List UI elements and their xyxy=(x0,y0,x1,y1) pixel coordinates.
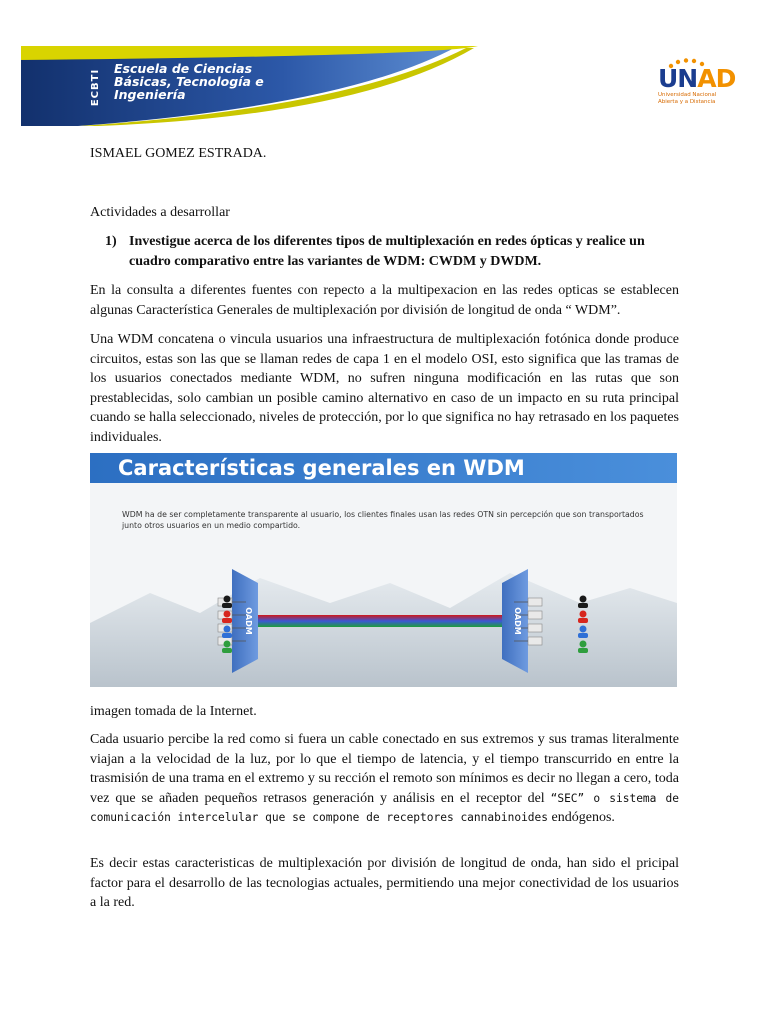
fiber-beam xyxy=(248,615,518,627)
paragraph-3-mono: “SEC” o sistema de comunicación intercelular que se compone de receptores cannabinoides xyxy=(90,791,679,824)
school-name xyxy=(114,62,264,101)
school-line-2: Básicas, Tecnología e xyxy=(114,74,264,89)
wdm-slide-image xyxy=(90,453,677,687)
school-line-1: Escuela de Ciencias xyxy=(114,61,253,76)
unad-wordmark-un: UN xyxy=(658,64,698,93)
slide-graphic xyxy=(90,453,677,687)
unad-subtitle xyxy=(658,92,716,105)
paragraph-2: Una WDM concatena o vincula usuarios una infraestructura de multiplexación fotónica donde produce circuitos, estas son las que se llaman redes de capa 1 en el modelo OSI, esto significa que las tramas de los usuarios conectados mediante WDM, no sufren ninguna modificación en las rutas que son prestablecidas, solo cambian un posible camino alternativo en caso de un impacto en su ruta principal cuando se halla seleccionado, niveles de protección, por lo que significa no hay retrasado en los paquetes individuales. xyxy=(90,332,679,445)
ecbti-text: ECBTI xyxy=(90,68,102,106)
paragraph-3 xyxy=(90,730,679,828)
question-1 xyxy=(105,232,677,271)
school-line-3: Ingeniería xyxy=(114,87,186,102)
slide-mountains xyxy=(90,573,677,687)
slide-description: WDM ha de ser completamente transparente al usuario, los clientes finales usan las redes OTN sin percepción que son transportados junto otros usuarios en un medio compartido. xyxy=(122,510,644,530)
paragraph-1: En la consulta a diferentes fuentes con repecto a la multipexacion en las redes opticas se establecen algunas Característica Generales de multiplexación por división de longitud de onda “ WDM”. xyxy=(90,283,679,318)
header-banner xyxy=(18,46,738,126)
unad-subtitle-1: Universidad Nacional xyxy=(658,92,717,98)
unad-wordmark xyxy=(658,64,735,93)
author-name: ISMAEL GOMEZ ESTRADA. xyxy=(90,146,267,161)
right-oadm-label: OADM xyxy=(513,607,522,635)
paragraph-4: Es decir estas caracteristicas de multiplexación por división de longitud de onda, han sido el pricipal factor para el desarrollo de las tecnologias actuales, permitiendo una mejor conectividad de los usuarios a la red. xyxy=(90,856,679,910)
unad-subtitle-2: Abierta y a Distancia xyxy=(658,98,716,105)
unad-logo xyxy=(638,58,738,114)
question-number: 1) xyxy=(105,234,117,249)
left-oadm-label: OADM xyxy=(244,607,253,635)
slide-title: Características generales en WDM xyxy=(118,456,525,480)
image-caption: imagen tomada de la Internet. xyxy=(90,704,257,719)
ecbti-label xyxy=(88,62,104,112)
activities-heading: Actividades a desarrollar xyxy=(90,205,230,220)
paragraph-3-part-a: Cada usuario percibe la red como si fuera un cable conectado en sus extremos y sus tramas literalmente viajan a la velocidad de la luz, por lo que el tiempo de latencia, y el tiempo transcurrido en entre la trasmisión de una trama en el extremo y su rección el remoto son mínimos es decir no llegan a cero, toda vez que se añaden pequeños retrasos generación y análisis en el receptor del xyxy=(90,732,679,806)
paragraph-3-part-b: endógenos. xyxy=(551,810,615,825)
unad-wordmark-ad: AD xyxy=(697,64,736,93)
question-text: Investigue acerca de los diferentes tipos de multiplexación en redes ópticas y realice un cuadro comparativo entre las variantes de WDM: CWDM y DWDM. xyxy=(129,234,645,269)
